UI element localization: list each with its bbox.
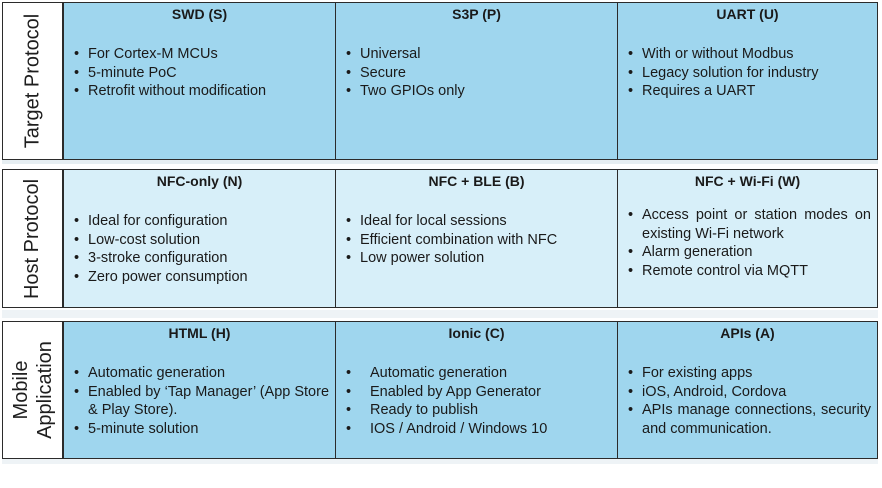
list-item: • Ideal for local sessions xyxy=(344,212,611,231)
cell-apis xyxy=(617,321,878,459)
bullet-list xyxy=(626,206,871,280)
cell-title: NFC-only (N) xyxy=(156,173,243,189)
list-item: • Two GPIOs only xyxy=(344,82,611,101)
list-item: • IOS / Android / Windows 10 xyxy=(344,420,611,439)
cell-title: Ionic (C) xyxy=(448,325,505,341)
list-item: • Efficient combination with NFC xyxy=(344,231,611,250)
cell-nfc-only xyxy=(63,169,336,308)
list-item: • Retrofit without modification xyxy=(72,82,329,101)
cell-nfc-ble xyxy=(335,169,618,308)
list-item: • APIs manage connections, security and communication. xyxy=(626,401,871,438)
cell-html xyxy=(63,321,336,459)
list-item: • Low power solution xyxy=(344,249,611,268)
list-item: • Ideal for configuration xyxy=(72,212,329,231)
list-item: • Secure xyxy=(344,64,611,83)
cell-title: NFC + Wi-Fi (W) xyxy=(694,173,801,189)
list-item: • Automatic generation xyxy=(344,364,611,383)
list-item: • Universal xyxy=(344,45,611,64)
row-label-text: Target Protocol xyxy=(21,13,44,149)
bullet-list xyxy=(626,45,871,101)
cell-ionic xyxy=(335,321,618,459)
row-label-text: Mobile xyxy=(9,360,32,420)
bullet-list xyxy=(72,212,329,286)
cell-nfc-wifi xyxy=(617,169,878,308)
list-item: • Requires a UART xyxy=(626,82,871,101)
list-item: • Remote control via MQTT xyxy=(626,262,871,281)
bullet-list xyxy=(72,45,329,101)
list-item: • For Cortex-M MCUs xyxy=(72,45,329,64)
bullet-list xyxy=(344,45,611,101)
list-item: • 3-stroke configuration xyxy=(72,249,329,268)
bullet-list xyxy=(344,212,611,268)
band-divider xyxy=(2,160,878,164)
cell-title: HTML (H) xyxy=(168,325,231,341)
list-item: • Enabled by App Generator xyxy=(344,383,611,402)
list-item: • 5-minute solution xyxy=(72,420,329,439)
list-item: • Ready to publish xyxy=(344,401,611,420)
list-item: • iOS, Android, Cordova xyxy=(626,383,871,402)
row-label-text: Application xyxy=(33,341,56,439)
list-item: • Alarm generation xyxy=(626,243,871,262)
row-target-protocol xyxy=(2,2,878,160)
list-item: • Low-cost solution xyxy=(72,231,329,250)
row-mobile-application xyxy=(2,321,878,459)
list-item: • Automatic generation xyxy=(72,364,329,383)
bullet-list xyxy=(72,364,329,438)
list-item: • Legacy solution for industry xyxy=(626,64,871,83)
list-item: • For existing apps xyxy=(626,364,871,383)
cell-title: UART (U) xyxy=(716,6,779,22)
list-item: • With or without Modbus xyxy=(626,45,871,64)
band-divider xyxy=(2,310,878,318)
row-host-protocol xyxy=(2,169,878,308)
row-label-target-protocol xyxy=(2,2,63,160)
row-label-mobile-application xyxy=(2,321,63,459)
row-label-host-protocol xyxy=(2,169,63,308)
cell-swd xyxy=(63,2,336,160)
cell-title: NFC + BLE (B) xyxy=(428,173,525,189)
cell-title: S3P (P) xyxy=(452,6,501,22)
list-item: • Enabled by ‘Tap Manager’ (App Store & Play Store). xyxy=(72,383,329,420)
bullet-list xyxy=(626,364,871,438)
cell-title: APIs (A) xyxy=(720,325,775,341)
list-item: • Access point or station modes on existing Wi-Fi network xyxy=(626,206,871,243)
row-label-text: Host Protocol xyxy=(21,178,44,299)
cell-title: SWD (S) xyxy=(171,6,228,22)
list-item: • 5-minute PoC xyxy=(72,64,329,83)
cell-s3p xyxy=(335,2,618,160)
band-divider xyxy=(2,459,878,464)
bullet-list xyxy=(344,364,611,438)
cell-uart xyxy=(617,2,878,160)
list-item: • Zero power consumption xyxy=(72,268,329,287)
